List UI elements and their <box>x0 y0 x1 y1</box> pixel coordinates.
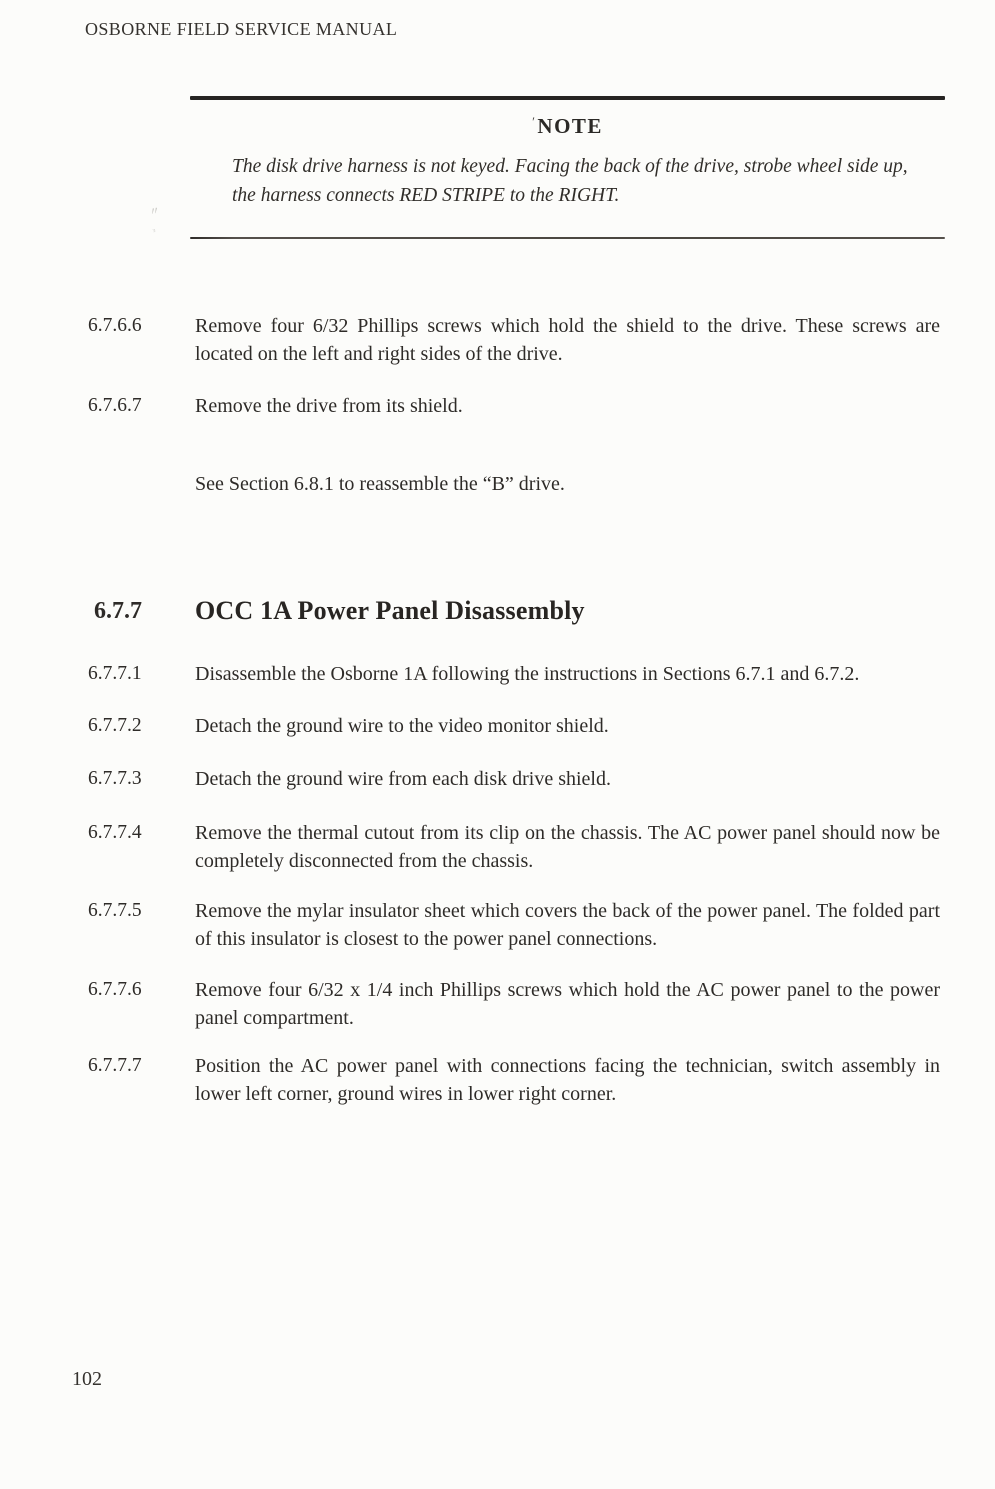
note-block <box>190 96 945 239</box>
step-number: 6.7.7.5 <box>88 900 142 921</box>
step-number: 6.7.6.7 <box>88 395 142 416</box>
step-text: Disassemble the Osborne 1A following the instructions in Sections 6.7.1 and 6.7.2. <box>195 663 860 685</box>
procedure-step <box>88 1052 948 1108</box>
running-header: OSBORNE FIELD SERVICE MANUAL <box>85 19 398 39</box>
step-text: Remove the drive from its shield. <box>195 395 463 417</box>
step-text: Remove the thermal cutout from its clip on the chassis. The AC power panel should now be completely disconnected from the chassis. <box>195 822 940 872</box>
note-body-text: The disk drive harness is not keyed. Facing the back of the drive, strobe wheel side up, the harness connects RED STRIPE to the RIGHT. <box>232 156 908 206</box>
note-title <box>190 114 945 139</box>
note-bottom-rule <box>190 237 945 239</box>
note-top-rule <box>190 96 945 100</box>
procedure-step <box>88 660 948 688</box>
step-text: Remove the mylar insulator sheet which covers the back of the power panel. The folded part of this insulator is closest to the power panel connections. <box>195 900 940 950</box>
step-number: 6.7.6.6 <box>88 315 142 336</box>
procedure-step <box>88 392 948 420</box>
step-number: 6.7.7.1 <box>88 663 142 684</box>
step-number: 6.7.7.7 <box>88 1055 142 1076</box>
step-text: Remove four 6/32 x 1/4 inch Phillips screws which hold the AC power panel to the power panel compartment. <box>195 979 940 1029</box>
section-title: OCC 1A Power Panel Disassembly <box>195 596 585 625</box>
scan-artifact: ᵌ <box>151 225 157 239</box>
step-number: 6.7.7.4 <box>88 822 142 843</box>
procedure-step <box>88 897 948 953</box>
step-text: Detach the ground wire to the video monitor shield. <box>195 715 609 737</box>
procedure-steps <box>88 312 948 1108</box>
procedure-step <box>88 819 948 875</box>
scan-artifact: 〃 <box>148 204 162 219</box>
cross-reference-note: See Section 6.8.1 to reassemble the “B” drive. <box>195 473 565 495</box>
step-text: Remove four 6/32 Phillips screws which hold the shield to the drive. These screws are located on the left and right sides of the drive. <box>195 315 940 365</box>
step-text: Position the AC power panel with connections facing the technician, switch assembly in lower left corner, ground wires in lower right corner. <box>195 1055 940 1105</box>
procedure-step <box>88 765 948 793</box>
page-number: 102 <box>72 1368 102 1390</box>
step-number: 6.7.7.6 <box>88 979 142 1000</box>
note-label: NOTE <box>537 114 603 138</box>
step-text: Detach the ground wire from each disk drive shield. <box>195 768 611 790</box>
section-number: 6.7.7 <box>94 598 142 624</box>
note-tick-mark: ′ <box>532 114 537 129</box>
procedure-step <box>88 976 948 1032</box>
procedure-step <box>88 312 948 368</box>
step-number: 6.7.7.3 <box>88 768 142 789</box>
section-heading <box>88 593 948 629</box>
procedure-step <box>88 712 948 740</box>
step-number: 6.7.7.2 <box>88 715 142 736</box>
